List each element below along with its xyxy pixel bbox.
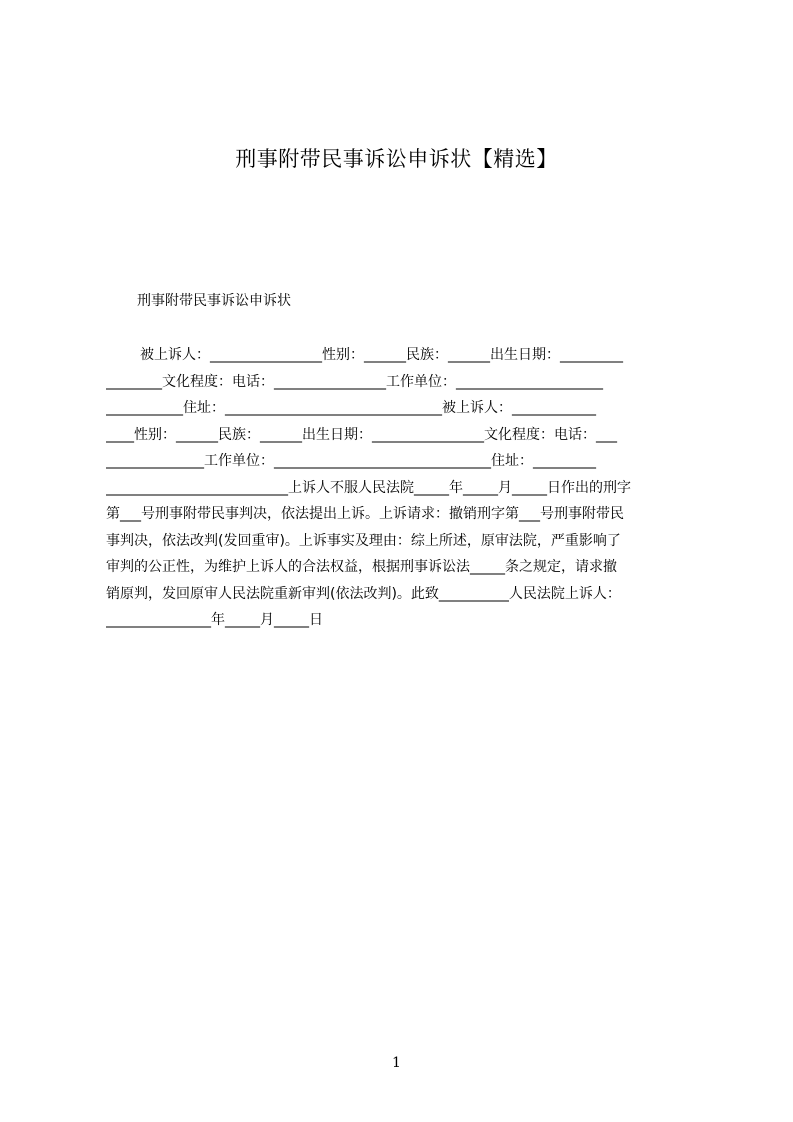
body-line: 第___号刑事附带民事判决，依法提出上诉。上诉请求：撤销刑字第___号刑事附带民	[106, 506, 624, 522]
body-line: ________文化程度：电话：________________工作单位：_____________________	[106, 373, 603, 390]
page-number: 1	[392, 1055, 401, 1071]
body-line: _______________年_____月_____日	[106, 612, 323, 628]
body-line: ___________住址：_______________________________被上诉人：____________	[106, 400, 596, 416]
body-line: ______________工作单位：_______________________________住址：_________	[106, 453, 596, 469]
document-title: 刑事附带民事诉讼申诉状【精选】	[235, 147, 558, 171]
document-subtitle: 刑事附带民事诉讼申诉状	[137, 293, 291, 309]
body-line: ____性别：______民族：______出生日期：________________文化程度：电话：___	[106, 426, 617, 443]
document-body	[106, 342, 702, 634]
body-line: 事判决，依法改判(发回重审)。上诉事实及理由：综上所述，原审法院，严重影响了	[106, 532, 621, 549]
body-line: 销原判，发回原审人民法院重新审判(依法改判)。此致__________人民法院上诉人：	[106, 585, 621, 602]
body-line: 审判的公正性，为维护上诉人的合法权益，根据刑事诉讼法_____条之规定，请求撤	[106, 559, 617, 575]
body-line: __________________________上诉人不服人民法院_____年_____月_____日作出的刑字	[106, 479, 631, 496]
body-line: 被上诉人：________________性别：______民族：______出生日期：_________	[140, 347, 623, 363]
